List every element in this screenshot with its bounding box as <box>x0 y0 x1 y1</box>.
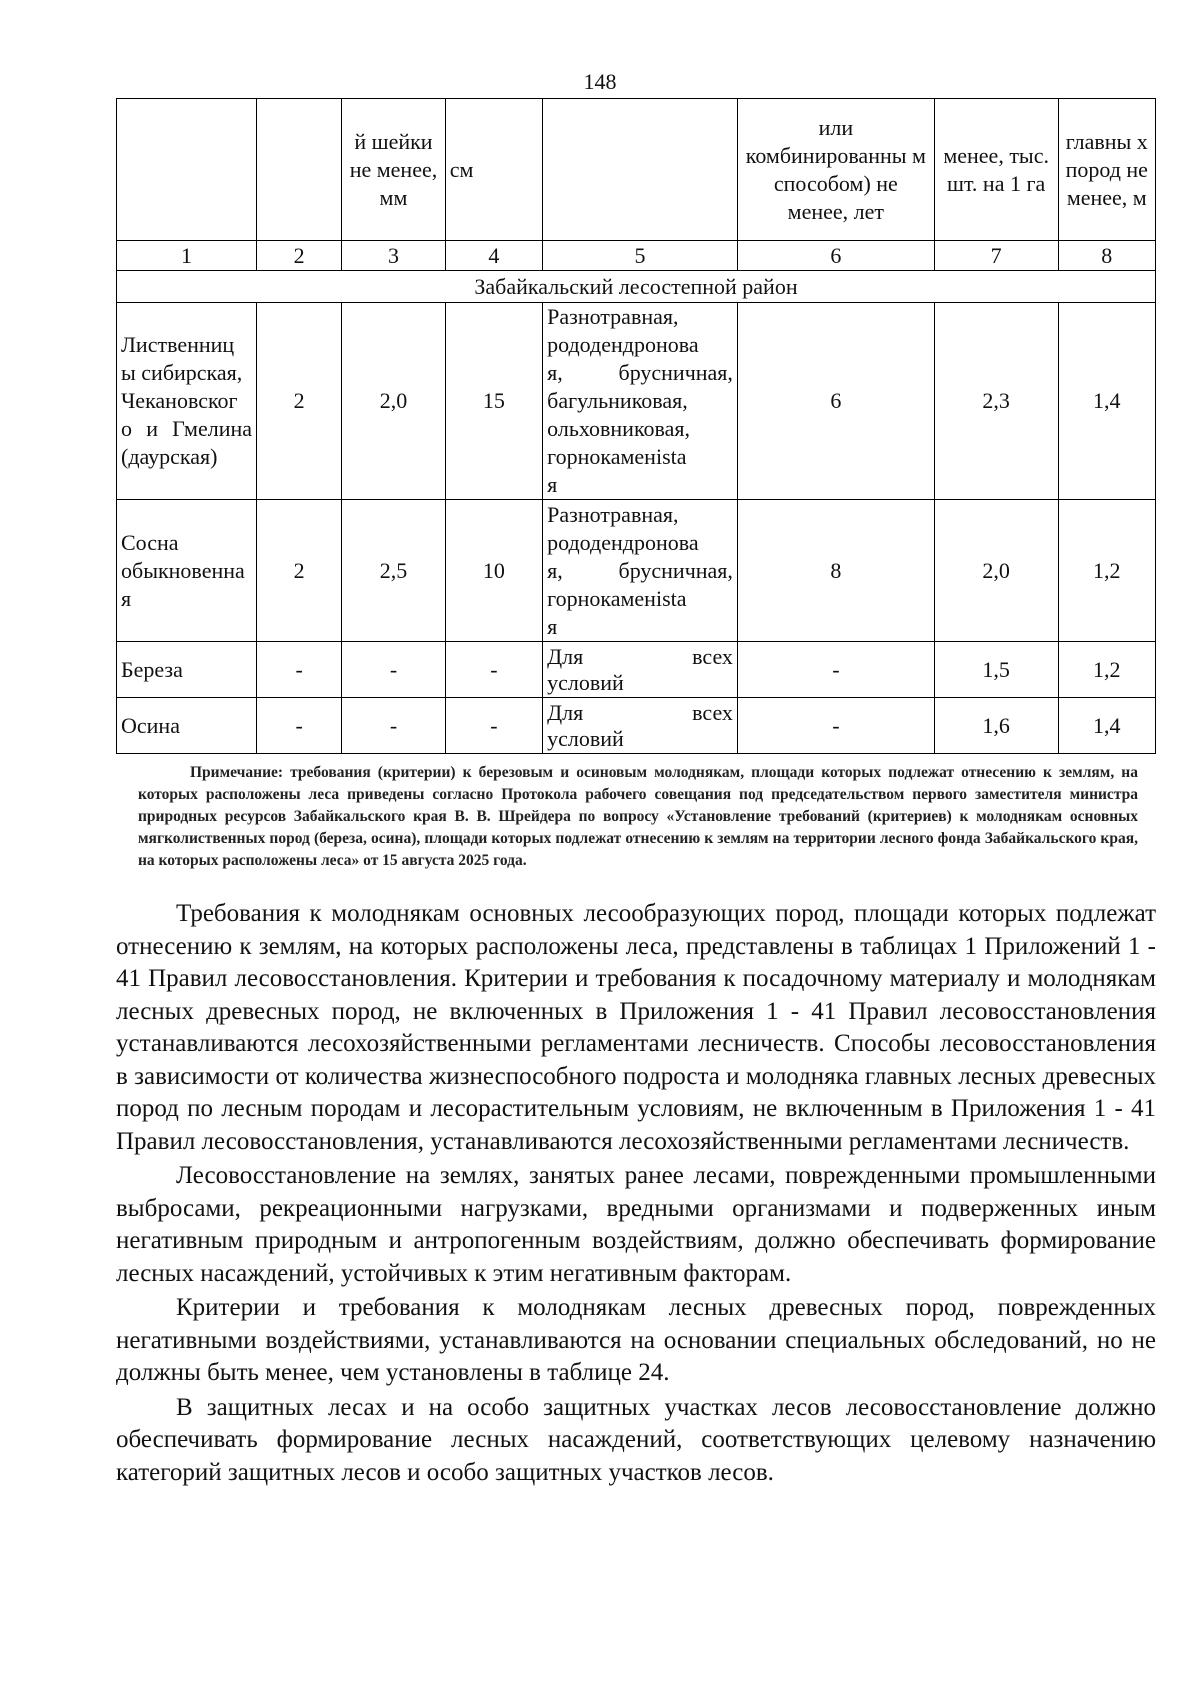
value-cell: - <box>342 698 445 754</box>
header-cell-6: или комбинированны м способом) не менее, лет <box>737 99 934 241</box>
header-cell-1 <box>117 99 257 241</box>
column-number: 7 <box>934 241 1058 271</box>
value-cell: - <box>342 642 445 698</box>
value-cell: 15 <box>445 303 542 500</box>
region-row <box>117 271 1156 303</box>
column-number: 3 <box>342 241 445 271</box>
species-cell: Лиственниц ы сибирская, Чекановског о и Гмелина (даурская) <box>117 303 257 500</box>
column-number: 4 <box>445 241 542 271</box>
paragraph: Критерии и требования к молоднякам лесных древесных пород, поврежденных негативными воздействиями, устанавливаются на основании специальных обследований, но не должны быть менее, чем установлены в таблице 24. <box>116 1294 1156 1386</box>
table-row <box>117 642 1156 698</box>
value-cell: 2,0 <box>342 303 445 500</box>
table-row <box>117 303 1156 500</box>
value-cell: 1,4 <box>1058 303 1155 500</box>
value-cell: 2,5 <box>342 500 445 642</box>
value-cell: - <box>257 642 342 698</box>
region-title: Забайкальский лесостепной район <box>117 271 1156 303</box>
value-cell: 2,3 <box>934 303 1058 500</box>
value-cell: 1,6 <box>934 698 1058 754</box>
value-cell: 6 <box>737 303 934 500</box>
requirements-table <box>116 98 1156 754</box>
body-text <box>116 898 1156 1491</box>
paragraph: В защитных лесах и на особо защитных участках лесов лесовосстановление должно обеспечивать формирование лесных насаждений, соответствующих целевому назначению категорий защитных лесов и особо защитных участков лесов. <box>116 1393 1156 1486</box>
value-cell: - <box>737 642 934 698</box>
header-cell-4: см <box>445 99 542 241</box>
column-number: 8 <box>1058 241 1155 271</box>
conditions-cell: Разнотравная, рододендронова я, брусничная, горнокаменista я <box>543 500 738 642</box>
conditions-cell: Для всех условий <box>543 642 738 698</box>
value-cell: 2 <box>257 500 342 642</box>
value-cell: - <box>445 642 542 698</box>
column-number: 5 <box>543 241 738 271</box>
header-cell-2 <box>257 99 342 241</box>
value-cell: 2 <box>257 303 342 500</box>
paragraph: Лесовосстановление на землях, занятых ранее лесами, поврежденными промышленными выбросами, рекреационными нагрузками, вредными организмами и подверженных иным негативным природным и антропогенным воздействиям, должно обеспечивать формирование лесных насаждений, устойчивых к этим негативным факторам. <box>116 1162 1156 1287</box>
conditions-cell: Для всех условий <box>543 698 738 754</box>
table-row <box>117 698 1156 754</box>
header-cell-7: менее, тыс. шт. на 1 га <box>934 99 1058 241</box>
column-number-row <box>117 241 1156 271</box>
header-continuation-row <box>117 99 1156 241</box>
table-note: Примечание: требования (критерии) к березовым и осиновым молоднякам, площади которых подлежат отнесению к землям, на которых расположены леса приведены согласно Протокола рабочего совещания под председательством первого заместителя министра природных ресурсов Забайкальского края В. В. Шрейдера по вопросу «Установление требований (критериев) к молоднякам основных мягколиственных пород (береза, осина), площади которых подлежат отнесению к землям на территории лесного фонда Забайкальского края, на которых расположены леса» от 15 августа 2025 года. <box>138 764 1138 869</box>
species-cell: Осина <box>117 698 257 754</box>
value-cell: - <box>445 698 542 754</box>
column-number: 6 <box>737 241 934 271</box>
species-cell: Сосна обыкновенна я <box>117 500 257 642</box>
value-cell: 1,2 <box>1058 642 1155 698</box>
value-cell: 8 <box>737 500 934 642</box>
page-number: 148 <box>583 69 617 94</box>
table-row <box>117 500 1156 642</box>
value-cell: - <box>257 698 342 754</box>
value-cell: 1,2 <box>1058 500 1155 642</box>
column-number: 1 <box>117 241 257 271</box>
header-cell-8: главны х пород не менее, м <box>1058 99 1155 241</box>
value-cell: - <box>737 698 934 754</box>
value-cell: 1,4 <box>1058 698 1155 754</box>
value-cell: 2,0 <box>934 500 1058 642</box>
column-number: 2 <box>257 241 342 271</box>
species-cell: Береза <box>117 642 257 698</box>
paragraph: Требования к молоднякам основных лесообразующих пород, площади которых подлежат отнесению к землям, на которых расположены леса, представлены в таблицах 1 Приложений 1 - 41 Правил лесовосстановления. Критерии и требования к посадочному материалу и молоднякам лесных древесных пород, не включенных в Приложения 1 - 41 Правил лесовосстановления устанавливаются лесохозяйственными регламентами лесничеств. Способы лесовосстановления в зависимости от количества жизнеспособного подроста и молодняка главных лесных древесных пород по лесным породам и лесорастительным условиям, не включенным в Приложения 1 - 41 Правил лесовосстановления, устанавливаются лесохозяйственными регламентами лесничеств. <box>116 900 1156 1155</box>
header-cell-5 <box>543 99 738 241</box>
value-cell: 10 <box>445 500 542 642</box>
header-cell-3: й шейки не менее, мм <box>342 99 445 241</box>
value-cell: 1,5 <box>934 642 1058 698</box>
conditions-cell: Разнотравная, рододендронова я, брусничная, багульниковая, ольховниковая, горнокаменista я <box>543 303 738 500</box>
